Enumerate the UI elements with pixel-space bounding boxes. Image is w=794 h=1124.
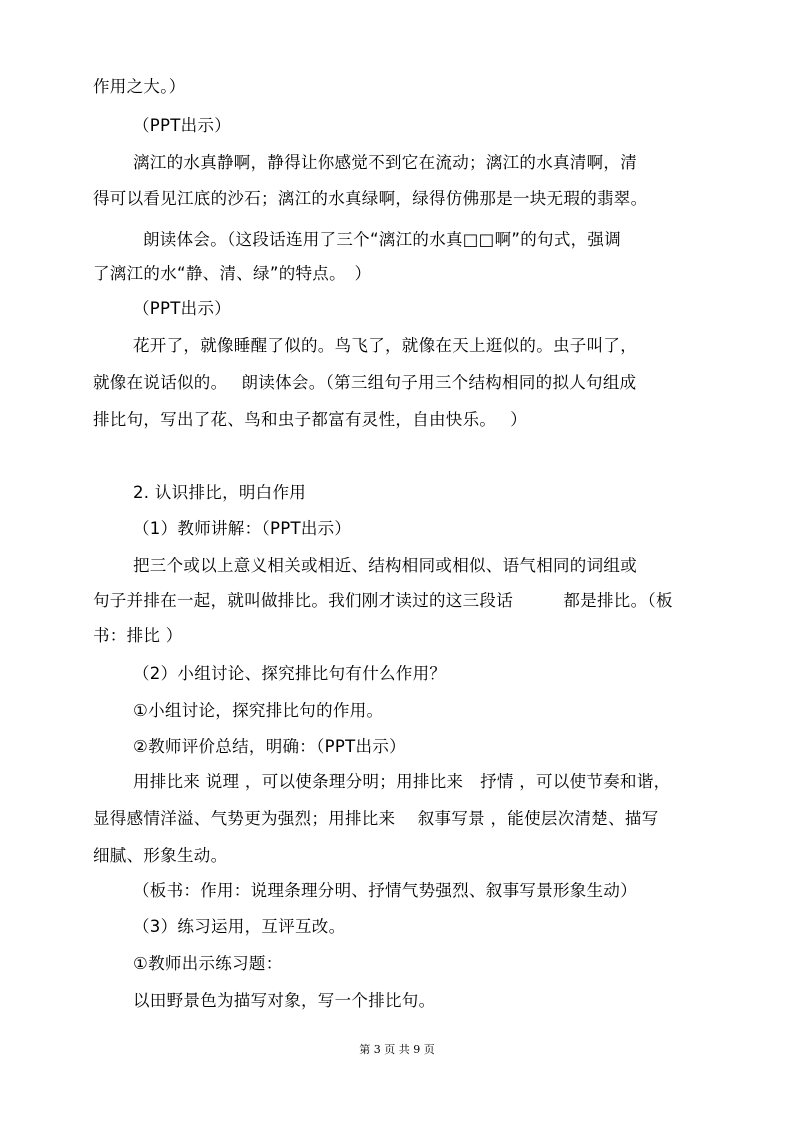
page-footer: 第 3 页 共 9 页 <box>359 1043 435 1056</box>
text-line-24: ①教师出示练习题： <box>133 954 283 973</box>
text-line-19: 用排比来 说理 ，可以使条理分明；用排比来 抒情 ，可以使节奏和谐， <box>133 772 671 791</box>
text-line-25: 以田野景色为描写对象，写一个排比句。 <box>133 991 436 1010</box>
text-line-15: 书：排比 ） <box>93 626 183 645</box>
text-line-9: 就像在说话似的。 朗读体会。（第三组句子用三个结构相同的拟人句组成 <box>93 373 637 392</box>
text-line-20: 显得感情洋溢、气势更为强烈；用排比来 叙事写景 ，能使层次清楚、描写 <box>93 809 659 828</box>
text-line-8: 花开了，就像睡醒了似的。鸟飞了，就像在天上逛似的。虫子叫了， <box>133 336 637 355</box>
text-line-7: （PPT出示） <box>133 299 232 318</box>
text-line-5: 朗读体会。（这段话连用了三个“漓江的水真□□啊”的句式，强调 <box>143 230 622 249</box>
text-line-2: （PPT出示） <box>133 116 232 135</box>
section-heading: 2. 认识排比，明白作用 <box>133 483 307 502</box>
text-line-23: （3）练习运用，互评互改。 <box>133 917 346 936</box>
text-line-18: ②教师评价总结，明确：（PPT出示） <box>133 737 406 756</box>
text-line-22: （板书：作用：说理条理分明、抒情气势强烈、叙事写景形象生动） <box>133 881 637 900</box>
text-line-14: 句子并排在一起，就叫做排比。我们刚才读过的这三段话 都是排比。（板 <box>93 591 673 610</box>
text-line-6: 了漓江的水“静、清、绿”的特点。 ） <box>93 264 372 283</box>
text-line-17: ①小组讨论，探究排比句的作用。 <box>133 701 384 720</box>
text-line-21: 细腻、形象生动。 <box>93 846 228 865</box>
text-line-16: （2）小组讨论、探究排比句有什么作用？ <box>133 664 447 683</box>
text-line-4: 得可以看见江底的沙石；漓江的水真绿啊，绿得仿佛那是一块无瑕的翡翠。 <box>93 189 648 208</box>
text-line-3: 漓江的水真静啊，静得让你感觉不到它在流动；漓江的水真清啊，清 <box>133 153 637 172</box>
text-line-1: 作用之大。） <box>93 77 186 96</box>
text-line-12: （1）教师讲解：（PPT出示） <box>133 519 352 538</box>
text-line-10: 排比句，写出了花、鸟和虫子都富有灵性，自由快乐。 ） <box>93 410 528 429</box>
text-line-13: 把三个或以上意义相关或相近、结构相同或相似、语气相同的词组或 <box>133 556 637 575</box>
